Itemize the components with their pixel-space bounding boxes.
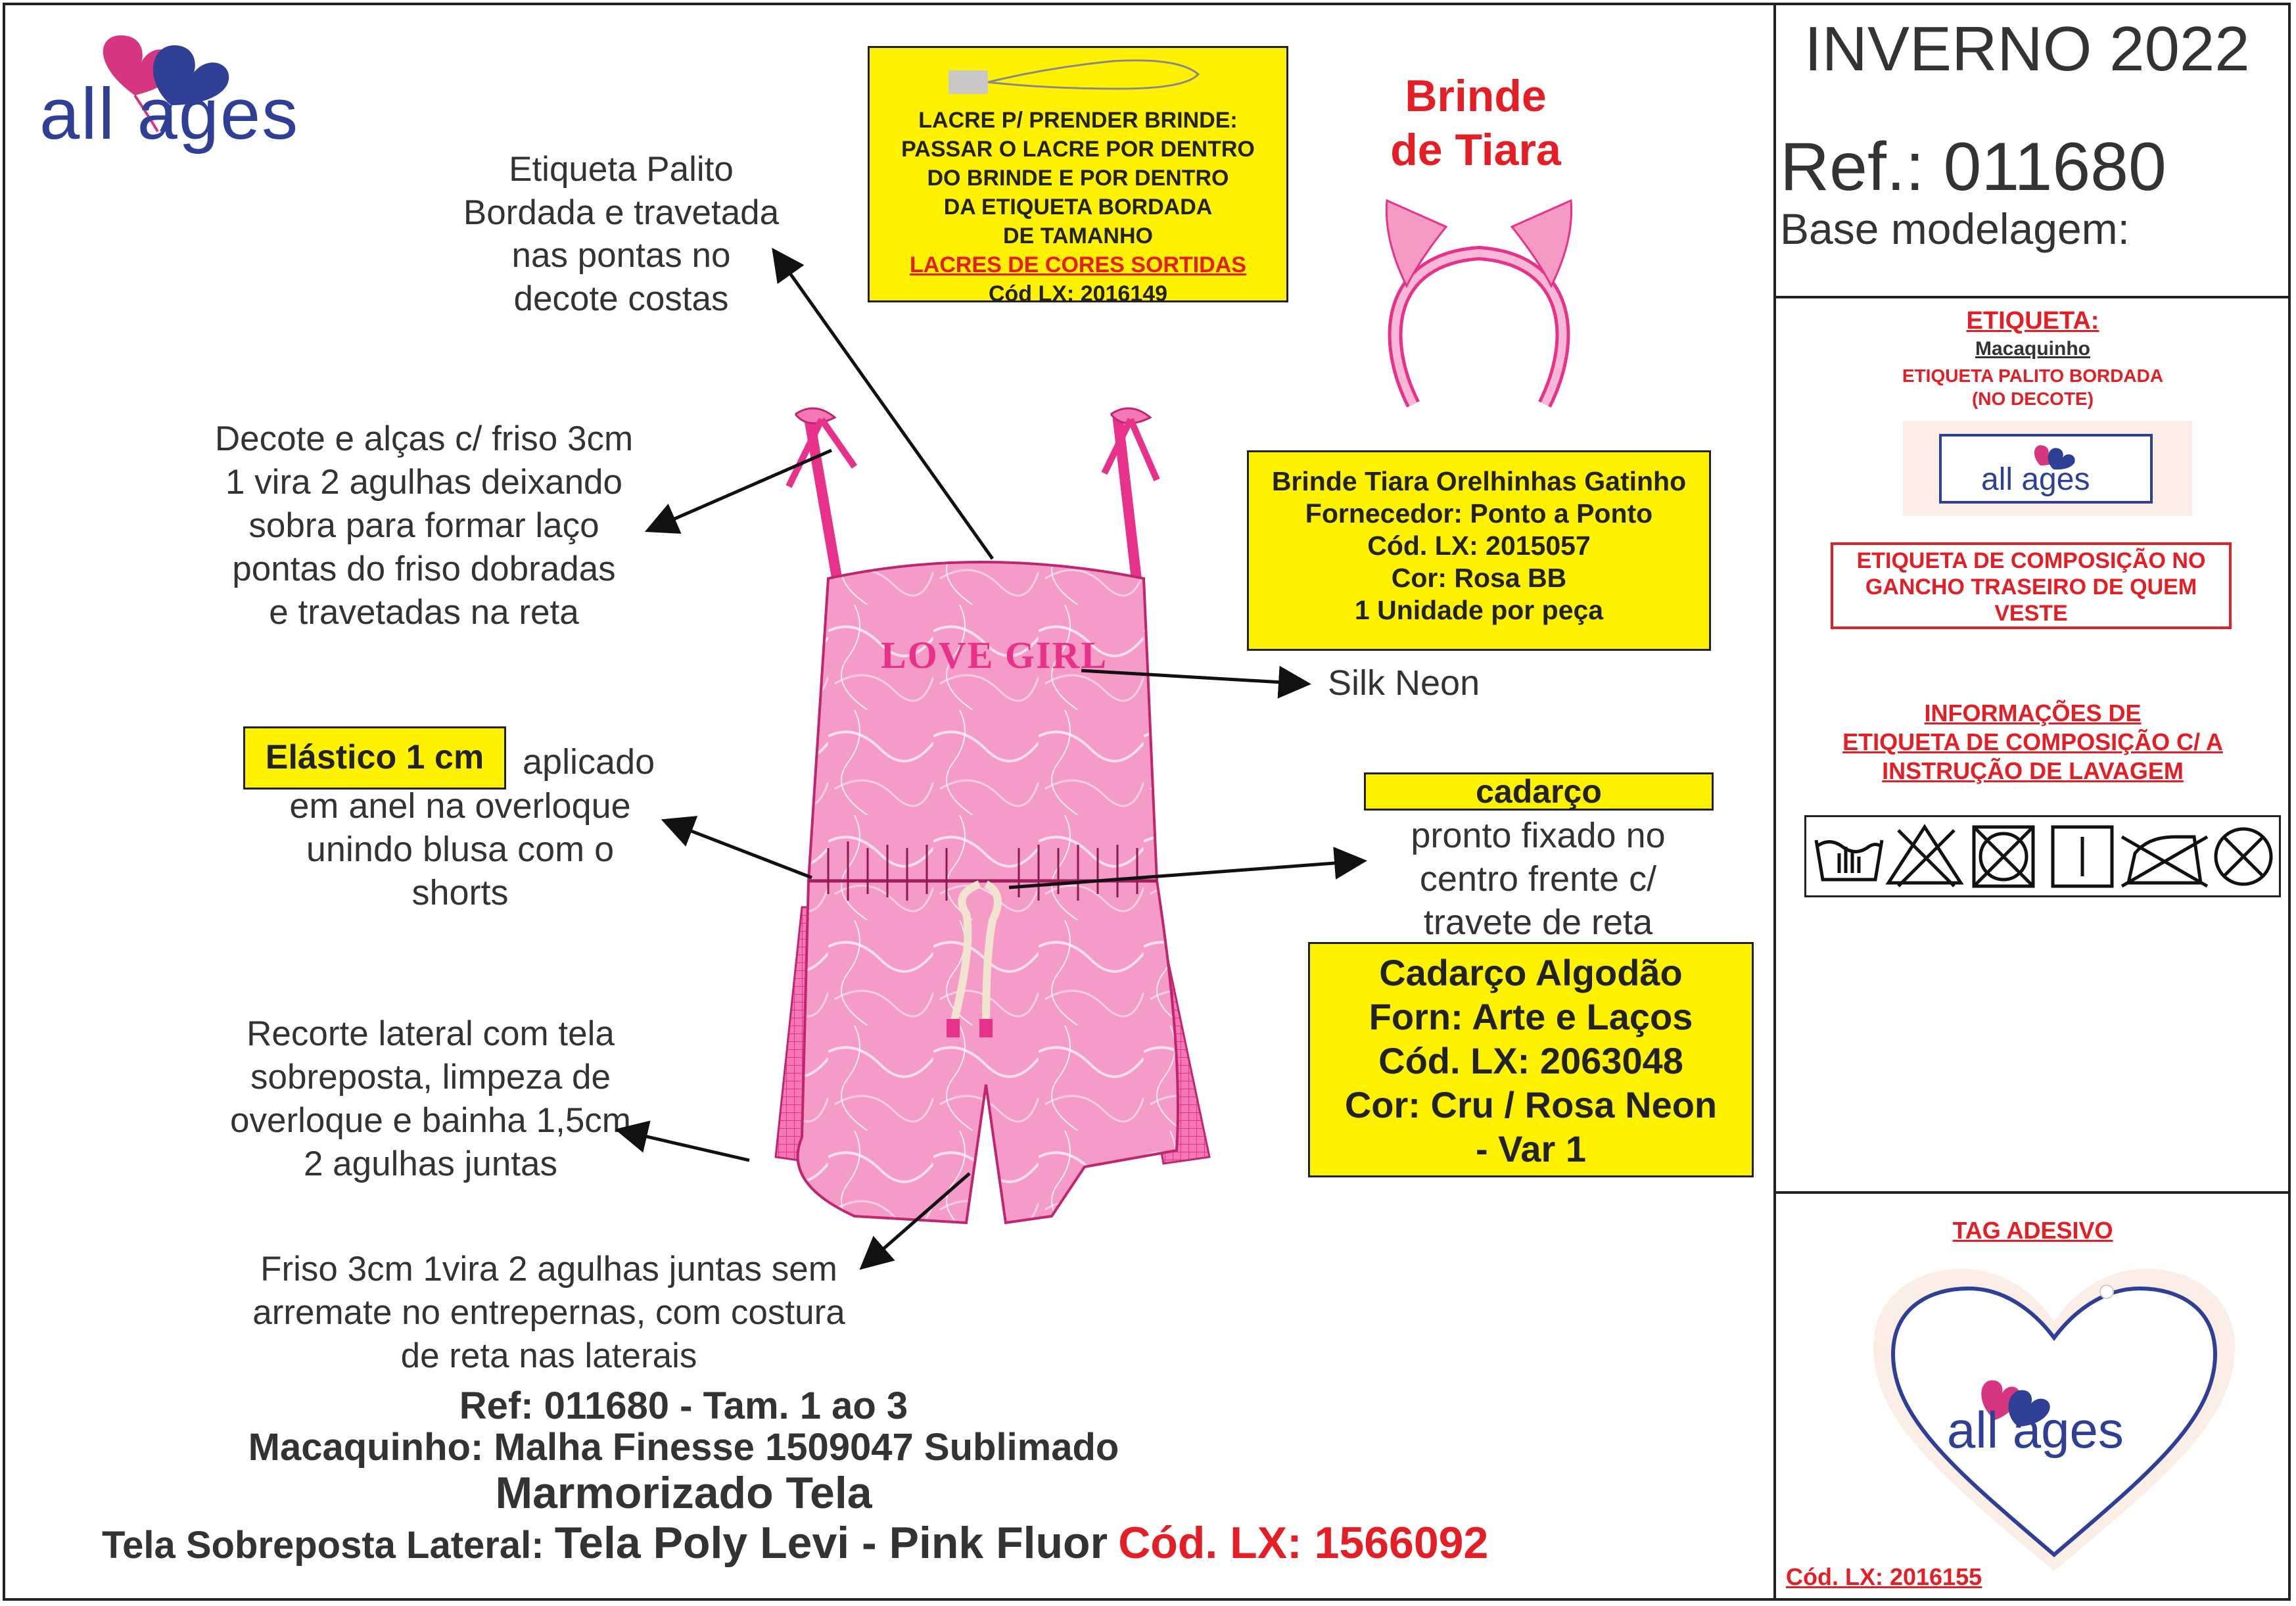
annotation-line: 2 agulhas juntas	[303, 1145, 557, 1183]
annotation-line: centro frente c/	[1419, 859, 1657, 899]
cadarco-line: Cor: Cru / Rosa Neon	[1344, 1084, 1718, 1125]
lacre-line: DA ETIQUETA BORDADA	[943, 195, 1213, 220]
gift-title-line: de Tiara	[1390, 125, 1561, 175]
etiqueta-sample-frame	[1939, 434, 2153, 504]
annotation-line: Etiqueta Palito	[509, 150, 734, 189]
etiqueta-title: ETIQUETA:	[1966, 307, 2099, 335]
hand-wash-icon	[1816, 840, 1882, 880]
no-bleach-icon	[1888, 827, 1961, 886]
logo-text: all ages	[1981, 462, 2090, 497]
lacre-line: PASSAR O LACRE POR DENTRO	[901, 137, 1255, 162]
footer-line4	[102, 1517, 1488, 1569]
annotation-line: sobreposta, limpeza de	[250, 1058, 611, 1097]
cadarco-line: - Var 1	[1475, 1128, 1587, 1169]
sidebar-divider-bottom	[1773, 1191, 2291, 1194]
info-line: ETIQUETA DE COMPOSIÇÃO C/ A	[1842, 728, 2223, 755]
care-symbols-svg	[1806, 817, 2280, 896]
info-section	[1775, 699, 2291, 786]
lacre-code: Cód LX: 2016149	[988, 281, 1168, 306]
footer-line4-code: Cód. LX: 1566092	[1118, 1518, 1489, 1568]
annotation-line: shorts	[411, 873, 509, 912]
cadarco-label: cadarço	[1364, 772, 1714, 811]
annotation-line: pontas do friso dobradas	[232, 550, 616, 588]
annotation-line: pronto fixado no	[1411, 816, 1666, 855]
composicao-line: GANCHO TRASEIRO DE QUEM	[1865, 575, 2197, 600]
garment-print-text: LOVE GIRL	[881, 634, 1108, 676]
etiqueta-sample	[1903, 421, 2192, 516]
line-dry-icon	[2053, 827, 2112, 886]
annotation-line: arremate no entrepernas, com costura	[252, 1293, 845, 1332]
care-symbols	[1804, 815, 2281, 897]
annotation-line: decote costas	[513, 279, 729, 319]
footer-line3: Marmorizado Tela	[495, 1468, 872, 1518]
etiqueta-desc1: ETIQUETA PALITO BORDADA	[1902, 366, 2164, 387]
annotation-line: Decote e alças c/ friso 3cm	[214, 419, 634, 458]
composicao-line: VESTE	[1994, 601, 2068, 626]
annotation-elastico-line: aplicado	[523, 742, 655, 782]
lacre-line: LACRE P/ PRENDER BRINDE:	[918, 108, 1238, 133]
etiqueta-sub: Macaquinho	[1975, 338, 2090, 360]
cadarco-line: Forn: Arte e Laços	[1369, 996, 1693, 1037]
sidebar-divider-top	[1773, 296, 2291, 298]
composicao-box	[1831, 542, 2232, 629]
annotation-line: 1 vira 2 agulhas deixando	[225, 463, 623, 502]
lacre-line: DE TAMANHO	[1003, 224, 1153, 248]
annotation-line: e travetadas na reta	[269, 593, 579, 632]
lacre-line: DO BRINDE E POR DENTRO	[927, 166, 1229, 191]
elastico-label: Elástico 1 cm	[243, 726, 506, 790]
tag-title: TAG ADESIVO	[1952, 1217, 2113, 1244]
ref-title: Ref.: 011680	[1780, 129, 2167, 205]
tiara-line: Cor: Rosa BB	[1391, 563, 1567, 593]
tag-logo-text: all ages	[1947, 1401, 2124, 1459]
tiara-line: Brinde Tiara Orelhinhas Gatinho	[1271, 466, 1687, 496]
footer-line1: Ref: 011680 - Tam. 1 ao 3	[459, 1384, 908, 1427]
tiara-line: 1 Unidade por peça	[1354, 595, 1604, 625]
annotation-line: Recorte lateral com tela	[246, 1014, 615, 1053]
annotation-line: Bordada e travetada	[463, 193, 780, 232]
annotation-line: em anel na overloque	[289, 786, 631, 826]
logo-text: all ages	[39, 74, 300, 154]
no-iron-icon	[2122, 837, 2207, 886]
annotation-line: de reta nas laterais	[400, 1336, 697, 1375]
annotation-line: unindo blusa com o	[306, 830, 615, 869]
tiara-line: Cód. LX: 2015057	[1367, 531, 1591, 561]
cadarco-line: Cód. LX: 2063048	[1378, 1040, 1683, 1081]
season-title: INVERNO 2022	[1804, 14, 2250, 84]
info-line: INFORMAÇÕES DE	[1924, 699, 2142, 726]
annotation-line: travete de reta	[1423, 903, 1653, 942]
tag-code: Cód. LX: 2016155	[1786, 1563, 1982, 1590]
footer-line4-main: Tela Poly Levi - Pink Fluor	[554, 1518, 1108, 1568]
annotation-line: overloque e bainha 1,5cm	[230, 1101, 631, 1140]
lacre-highlight: LACRES DE CORES SORTIDAS	[910, 252, 1246, 277]
annotation-line: Friso 3cm 1vira 2 agulhas juntas sem	[260, 1250, 837, 1288]
etiqueta-section	[1775, 306, 2291, 411]
composicao-line: ETIQUETA DE COMPOSIÇÃO NO	[1856, 548, 2206, 573]
footer-line2: Macaquinho: Malha Finesse 1509047 Sublimado	[248, 1426, 1119, 1469]
info-line: INSTRUÇÃO DE LAVAGEM	[1882, 757, 2184, 784]
footer-line4-prefix: Tela Sobreposta Lateral:	[102, 1524, 544, 1567]
footer	[0, 1386, 1775, 1517]
tiara-line: Fornecedor: Ponto a Ponto	[1305, 498, 1653, 529]
annotation-silk: Silk Neon	[1328, 663, 1480, 703]
annotation-line: sobra para formar laço	[248, 506, 599, 545]
annotation-line: nas pontas no	[511, 236, 731, 275]
etiqueta-desc2: (NO DECOTE)	[1971, 389, 2094, 410]
no-dry-clean-icon	[2216, 829, 2271, 884]
cadarco-line: Cadarço Algodão	[1379, 952, 1683, 993]
base-modelagem: Base modelagem:	[1780, 204, 2130, 253]
no-tumble-dry-icon	[1974, 827, 2033, 886]
gift-title-line: Brinde	[1405, 71, 1547, 121]
